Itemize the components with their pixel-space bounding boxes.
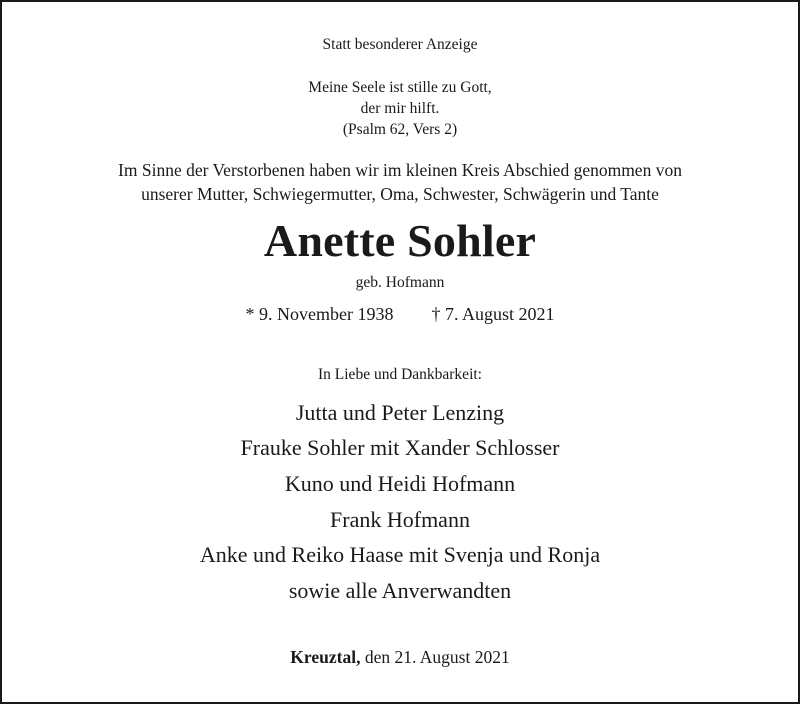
verse-line-1: Meine Seele ist stille zu Gott, <box>308 79 492 96</box>
life-dates <box>0 304 800 325</box>
mourner-line: Anke und Reiko Haase mit Svenja und Ronja <box>199 542 601 567</box>
mourner-line: Kuno und Heidi Hofmann <box>284 471 516 496</box>
maiden-name: geb. Hofmann <box>355 274 445 291</box>
notice-heading: Statt besonderer Anzeige <box>322 36 478 53</box>
closing-date: den 21. August 2021 <box>364 647 510 667</box>
mourner-line: Frauke Sohler mit Xander Schlosser <box>240 435 560 460</box>
verse-line-2: der mir hilft. <box>360 100 440 117</box>
closing-place: Kreuztal, <box>290 647 361 667</box>
mourners-heading: In Liebe und Dankbarkeit: <box>318 366 482 383</box>
intro-line-2: unserer Mutter, Schwiegermutter, Oma, Schwester, Schwägerin und Tante <box>141 184 659 204</box>
death-date: † 7. August 2021 <box>431 304 555 324</box>
mourner-line: Frank Hofmann <box>330 507 470 532</box>
birth-date: * 9. November 1938 <box>245 304 394 324</box>
closing-line <box>0 647 800 668</box>
deceased-name: Anette Sohler <box>263 215 537 266</box>
verse-source: (Psalm 62, Vers 2) <box>342 121 458 138</box>
mourner-line: sowie alle Anverwandten <box>288 578 512 603</box>
mourner-line: Jutta und Peter Lenzing <box>295 400 505 425</box>
intro-line-1: Im Sinne der Verstorbenen haben wir im kleinen Kreis Abschied genommen von <box>118 160 682 180</box>
